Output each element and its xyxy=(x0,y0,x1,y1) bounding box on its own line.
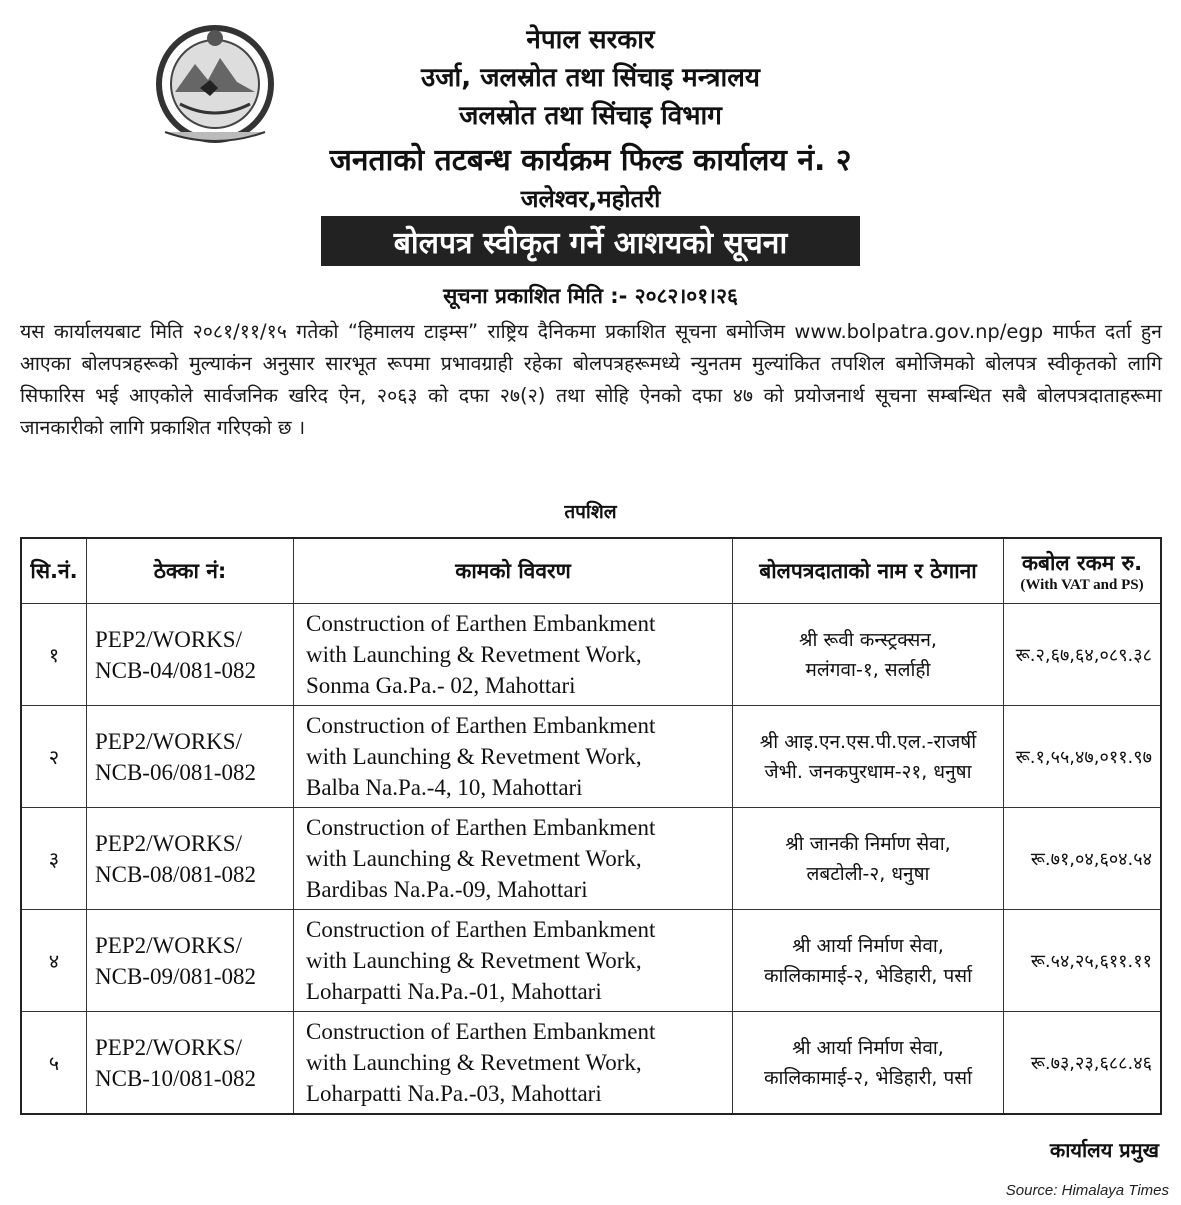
bidder-line-2: जेभी. जनकपुरधाम-२१, धनुषा xyxy=(764,760,972,783)
cell-sn: १ xyxy=(21,604,87,706)
schedule-label: तपशिल xyxy=(564,501,617,523)
header-location: जलेश्वर,महोतरी xyxy=(520,185,661,213)
bidder-line-2: कालिकामाई-२, भेडिहारी, पर्सा xyxy=(763,964,973,987)
cell-amount: रू.५४,२५,६११.११ xyxy=(1004,910,1162,1012)
header-department: जलस्रोत तथा सिंचाइ विभाग xyxy=(459,101,722,131)
bidder-line-2: मलंगवा-१, सर्लाही xyxy=(805,658,931,681)
col-header-amount xyxy=(1004,538,1162,604)
desc-line-2: with Launching & Revetment Work, xyxy=(306,846,642,871)
contract-line-2: NCB-08/081-082 xyxy=(95,861,256,887)
cell-bidder xyxy=(733,808,1004,910)
table-header-row xyxy=(21,538,1161,604)
desc-line-3: Loharpatti Na.Pa.-01, Mahottari xyxy=(306,979,602,1004)
cell-description xyxy=(294,808,733,910)
desc-line-3: Sonma Ga.Pa.- 02, Mahottari xyxy=(306,673,576,698)
table-row xyxy=(21,1012,1161,1115)
desc-line-2: with Launching & Revetment Work, xyxy=(306,642,642,667)
header-government: नेपाल सरकार xyxy=(526,25,655,55)
desc-line-2: with Launching & Revetment Work, xyxy=(306,744,642,769)
desc-line-1: Construction of Earthen Embankment xyxy=(306,917,656,942)
cell-bidder xyxy=(733,706,1004,808)
bidder-line-1: श्री आर्या निर्माण सेवा, xyxy=(792,934,944,957)
source-credit: Source: Himalaya Times xyxy=(1005,1182,1169,1199)
cell-bidder xyxy=(733,910,1004,1012)
cell-sn: ३ xyxy=(21,808,87,910)
table-row xyxy=(21,808,1161,910)
cell-sn: २ xyxy=(21,706,87,808)
col-header-bidder: बोलपत्रदाताको नाम र ठेगाना xyxy=(733,538,1004,604)
contract-line-1: PEP2/WORKS/ xyxy=(95,1034,242,1060)
table-row xyxy=(21,910,1161,1012)
cell-description xyxy=(294,604,733,706)
cell-amount: रू.७१,०४,६०४.५४ xyxy=(1004,808,1162,910)
bidder-line-2: लबटोली-२, धनुषा xyxy=(806,862,930,885)
desc-line-2: with Launching & Revetment Work, xyxy=(306,1050,642,1075)
header-office: जनताको तटबन्ध कार्यक्रम फिल्ड कार्यालय नं. २ xyxy=(329,143,852,178)
bidder-line-1: श्री रूवी कन्स्ट्रक्सन, xyxy=(799,628,937,651)
cell-sn: ५ xyxy=(21,1012,87,1115)
cell-contract-no xyxy=(87,604,294,706)
contract-line-2: NCB-09/081-082 xyxy=(95,963,256,989)
cell-contract-no xyxy=(87,706,294,808)
contract-line-2: NCB-04/081-082 xyxy=(95,657,256,683)
bid-award-table xyxy=(20,537,1162,1115)
contract-line-1: PEP2/WORKS/ xyxy=(95,830,242,856)
bidder-line-1: श्री आर्या निर्माण सेवा, xyxy=(792,1036,944,1059)
cell-contract-no xyxy=(87,910,294,1012)
contract-line-2: NCB-06/081-082 xyxy=(95,759,256,785)
desc-line-3: Loharpatti Na.Pa.-03, Mahottari xyxy=(306,1081,602,1106)
cell-amount: रू.१,५५,४७,०११.९७ xyxy=(1004,706,1162,808)
contract-line-1: PEP2/WORKS/ xyxy=(95,626,242,652)
desc-line-3: Balba Na.Pa.-4, 10, Mahottari xyxy=(306,775,583,800)
table-row xyxy=(21,706,1161,808)
bidder-line-1: श्री आइ.एन.एस.पी.एल.-राजर्षी xyxy=(759,730,977,753)
cell-contract-no xyxy=(87,808,294,910)
desc-line-1: Construction of Earthen Embankment xyxy=(306,713,656,738)
table-row xyxy=(21,604,1161,706)
cell-sn: ४ xyxy=(21,910,87,1012)
col-header-sn: सि.नं. xyxy=(21,538,87,604)
cell-amount: रू.७३,२३,६८८.४६ xyxy=(1004,1012,1162,1115)
contract-line-1: PEP2/WORKS/ xyxy=(95,932,242,958)
cell-amount: रू.२,६७,६४,०८९.३८ xyxy=(1004,604,1162,706)
amount-header-note: (With VAT and PS) xyxy=(1020,576,1144,593)
desc-line-1: Construction of Earthen Embankment xyxy=(306,611,656,636)
contract-line-1: PEP2/WORKS/ xyxy=(95,728,242,754)
desc-line-1: Construction of Earthen Embankment xyxy=(306,1019,656,1044)
cell-description xyxy=(294,910,733,1012)
published-date: सूचना प्रकाशित मिति :- २०८२।०१।२६ xyxy=(443,284,738,308)
cell-bidder xyxy=(733,1012,1004,1115)
col-header-contract-no: ठेक्का नं: xyxy=(87,538,294,604)
bidder-line-2: कालिकामाई-२, भेडिहारी, पर्सा xyxy=(763,1066,973,1089)
cell-description xyxy=(294,706,733,808)
desc-line-2: with Launching & Revetment Work, xyxy=(306,948,642,973)
amount-header-label: कबोल रकम रु. xyxy=(1021,550,1143,575)
signature-office-chief: कार्यालय प्रमुख xyxy=(1049,1138,1159,1162)
cell-contract-no xyxy=(87,1012,294,1115)
desc-line-1: Construction of Earthen Embankment xyxy=(306,815,656,840)
cell-bidder xyxy=(733,604,1004,706)
contract-line-2: NCB-10/081-082 xyxy=(95,1065,256,1091)
cell-description xyxy=(294,1012,733,1115)
header-ministry: उर्जा, जलस्रोत तथा सिंचाइ मन्त्रालय xyxy=(421,63,760,93)
notice-body-text: यस कार्यालयबाट मिति २०८१/११/१५ गतेको “हिमालय टाइम्स” राष्ट्रिय दैनिकमा प्रकाशित सूचना बमोजिम www.bolpatra.gov.np/egp मार्फत दर्ता हुन आएका बोलपत्रहरूको मुल्याकंन अनुसार सारभूत रूपमा प्रभावग्राही रहेका बोलपत्रहरूमध्ये न्युनतम मुल्यांकित तपशिल बमोजिमको बोलपत्र स्वीकृतको लागि सिफारिस भई आएकोले सार्वजनिक खरिद ऐन, २०६३ को दफा २७(२) तथा सोहि ऐनको दफा ४७ को प्रयोजनार्थ सूचना सम्बन्धित सबै बोलपत्रदाताहरूमा जानकारीको लागि प्रकाशित गरिएको छ । xyxy=(20,320,1162,439)
col-header-description: कामको विवरण xyxy=(294,538,733,604)
desc-line-3: Bardibas Na.Pa.-09, Mahottari xyxy=(306,877,588,902)
notice-title-banner: बोलपत्र स्वीकृत गर्ने आशयको सूचना xyxy=(321,216,860,266)
bidder-line-1: श्री जानकी निर्माण सेवा, xyxy=(785,832,951,855)
